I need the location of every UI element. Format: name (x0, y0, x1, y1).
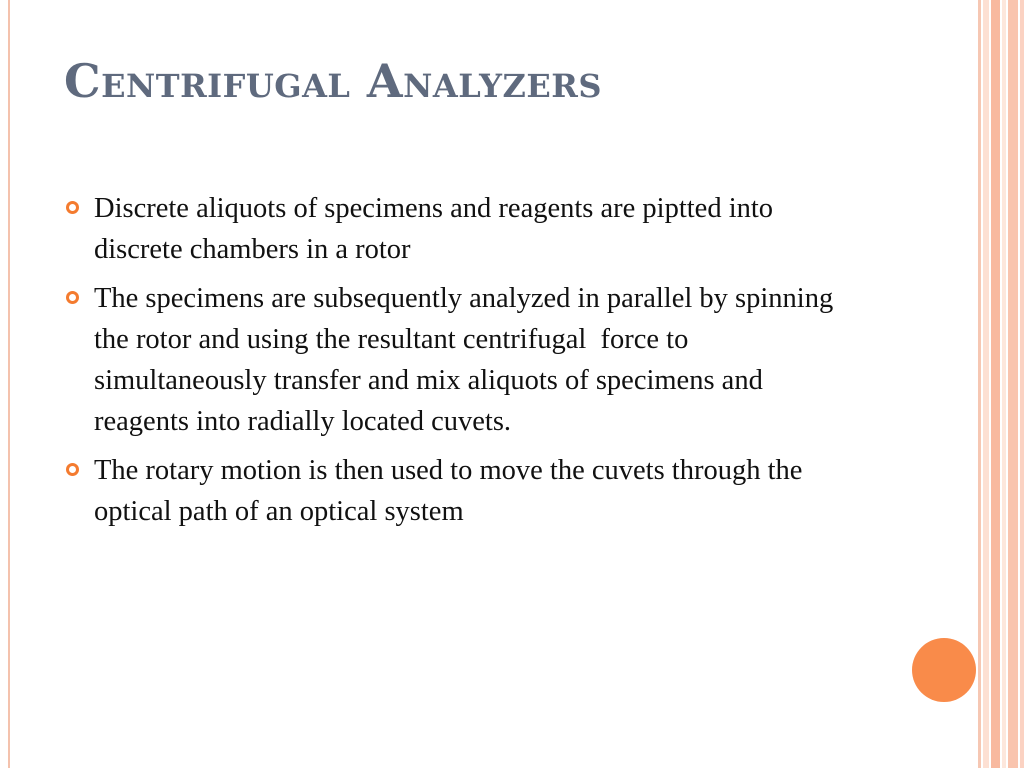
slide-title: Centrifugal Analyzers (64, 54, 602, 108)
stripe (991, 0, 1000, 768)
bullet-text: Discrete aliquots of specimens and reagents are piptted into discrete chambers in a rotor (94, 193, 781, 265)
bullet-item (64, 188, 854, 270)
right-decorative-stripes (978, 0, 1024, 768)
stripe (1002, 0, 1006, 768)
stripe (1020, 0, 1024, 768)
bullet-text: The rotary motion is then used to move the cuvets through the optical path of an optical system (94, 455, 810, 527)
stripe (983, 0, 989, 768)
bullet-text: The specimens are subsequently analyzed in parallel by spinning the rotor and using the resultant centrifugal force to simultaneously transfer and mix aliquots of specimens and reagents into radially located cuvets. (94, 283, 841, 437)
left-border-rule (8, 0, 10, 768)
decorative-circle-icon (912, 638, 976, 702)
bullet-ring-icon (66, 463, 79, 476)
stripe (1008, 0, 1018, 768)
stripe (978, 0, 981, 768)
bullet-item (64, 278, 854, 442)
bullet-ring-icon (66, 201, 79, 214)
bullet-item (64, 450, 854, 532)
bullet-list (64, 188, 854, 540)
bullet-ring-icon (66, 291, 79, 304)
